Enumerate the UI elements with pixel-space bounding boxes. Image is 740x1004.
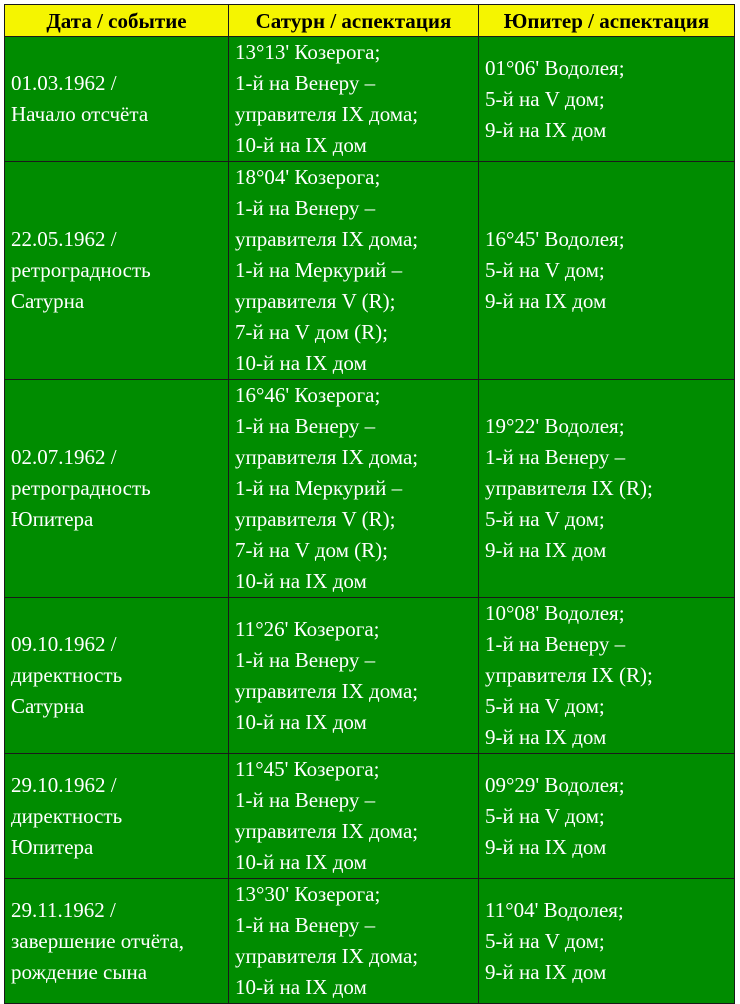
cell-line: 10-й на IX дом [235,850,367,874]
cell-line: завершение отчёта, [11,928,185,953]
date-event-cell [5,380,229,598]
cell-line: 5-й на V дом; [485,86,605,111]
table-row [5,380,735,598]
cell-line: 5-й на V дом; [485,928,605,953]
saturn-aspect-cell [229,754,479,879]
cell-line: управителя IX (R); [485,476,653,500]
cell-line: директность [11,803,123,828]
cell-line: 1-й на Венеру – [235,647,376,672]
cell-line: 16°45' Водолея; [485,227,625,251]
cell-line: 01°06' Водолея; [485,55,625,80]
cell-line: ретроградность [11,258,151,282]
cell-line: 19°22' Водолея; [485,414,625,438]
cell-line: 01.03.1962 / [11,71,117,95]
table-row [5,879,735,1004]
cell-line: 9-й на IX дом [485,538,607,562]
cell-line: 11°04' Водолея; [485,897,624,922]
jupiter-aspect-cell [479,754,735,879]
cell-line: 29.11.1962 / [11,897,116,922]
date-event-cell [5,598,229,754]
cell-line: 1-й на Венеру – [235,913,376,937]
cell-line: 7-й на V дом (R); [235,320,388,344]
cell-line: 1-й на Венеру – [485,445,626,469]
cell-line: управителя V (R); [235,507,396,531]
cell-line: 9-й на IX дом [485,959,607,984]
cell-line: 16°46' Козерога; [235,383,381,407]
table-row [5,162,735,380]
header-jupiter-aspects: Юпитер / аспектация [479,5,735,37]
jupiter-aspect-cell [479,598,735,754]
cell-line: 29.10.1962 / [11,772,117,797]
header-saturn-aspects: Сатурн / аспектация [229,5,479,37]
cell-line: 9-й на IX дом [485,725,607,749]
cell-line: управителя V (R); [235,289,396,313]
cell-line: 1-й на Меркурий – [235,476,403,500]
cell-line: 11°26' Козерога; [235,616,380,641]
cell-line: 5-й на V дом; [485,694,605,718]
cell-line: 13°30' Козерога; [235,882,381,906]
cell-line: 10-й на IX дом [235,975,367,999]
cell-line: управителя IX дома; [235,819,419,843]
cell-line: Юпитера [11,507,94,531]
date-event-cell [5,37,229,162]
cell-line: рождение сына [11,959,148,984]
jupiter-aspect-cell [479,162,735,380]
cell-line: 22.05.1962 / [11,227,117,251]
cell-line: 10-й на IX дом [235,351,367,375]
cell-line: 09.10.1962 / [11,632,117,656]
cell-line: управителя IX (R); [485,663,653,687]
jupiter-aspect-cell [479,37,735,162]
cell-line: управителя IX дома; [235,227,419,251]
saturn-aspect-cell [229,37,479,162]
cell-line: 11°45' Козерога; [235,757,380,781]
cell-line: 10-й на IX дом [235,709,367,734]
table-row [5,37,735,162]
cell-line: 1-й на Венеру – [235,196,376,220]
header-date-event: Дата / событие [5,5,229,37]
cell-line: 13°13' Козерога; [235,40,381,64]
cell-line: 10-й на IX дом [235,133,367,157]
cell-line: 18°04' Козерога; [235,165,381,189]
jupiter-aspect-cell [479,879,735,1004]
cell-line: управителя IX дома; [235,944,419,968]
cell-line: 5-й на V дом; [485,507,605,531]
cell-line: 1-й на Венеру – [485,632,626,656]
cell-line: Начало отсчёта [11,102,149,126]
header-row [5,5,735,37]
saturn-aspect-cell [229,598,479,754]
cell-line: управителя IX дома; [235,445,419,469]
cell-line: 1-й на Венеру – [235,414,376,438]
cell-line: ретроградность [11,476,151,500]
cell-line: Юпитера [11,834,94,859]
cell-line: 9-й на IX дом [485,117,607,142]
cell-line: директность [11,663,123,687]
table-body [5,37,735,1004]
cell-line: 1-й на Венеру – [235,788,376,812]
saturn-aspect-cell [229,162,479,380]
cell-line: управителя IX дома; [235,102,419,126]
saturn-aspect-cell [229,879,479,1004]
cell-line: 9-й на IX дом [485,289,607,313]
date-event-cell [5,879,229,1004]
jupiter-aspect-cell [479,380,735,598]
date-event-cell [5,754,229,879]
cell-line: 5-й на V дом; [485,803,605,828]
cell-line: 1-й на Меркурий – [235,258,403,282]
cell-line: 09°29' Водолея; [485,772,625,797]
cell-line: 5-й на V дом; [485,258,605,282]
table-row [5,754,735,879]
cell-line: 7-й на V дом (R); [235,538,388,562]
aspects-table [4,4,735,1004]
cell-line: 9-й на IX дом [485,834,607,859]
cell-line: 10-й на IX дом [235,569,367,593]
cell-line: 02.07.1962 / [11,445,117,469]
cell-line: 10°08' Водолея; [485,601,625,625]
saturn-aspect-cell [229,380,479,598]
cell-line: 1-й на Венеру – [235,71,376,95]
cell-line: управителя IX дома; [235,678,419,703]
date-event-cell [5,162,229,380]
cell-line: Сатурна [11,694,85,718]
cell-line: Сатурна [11,289,85,313]
table-row [5,598,735,754]
